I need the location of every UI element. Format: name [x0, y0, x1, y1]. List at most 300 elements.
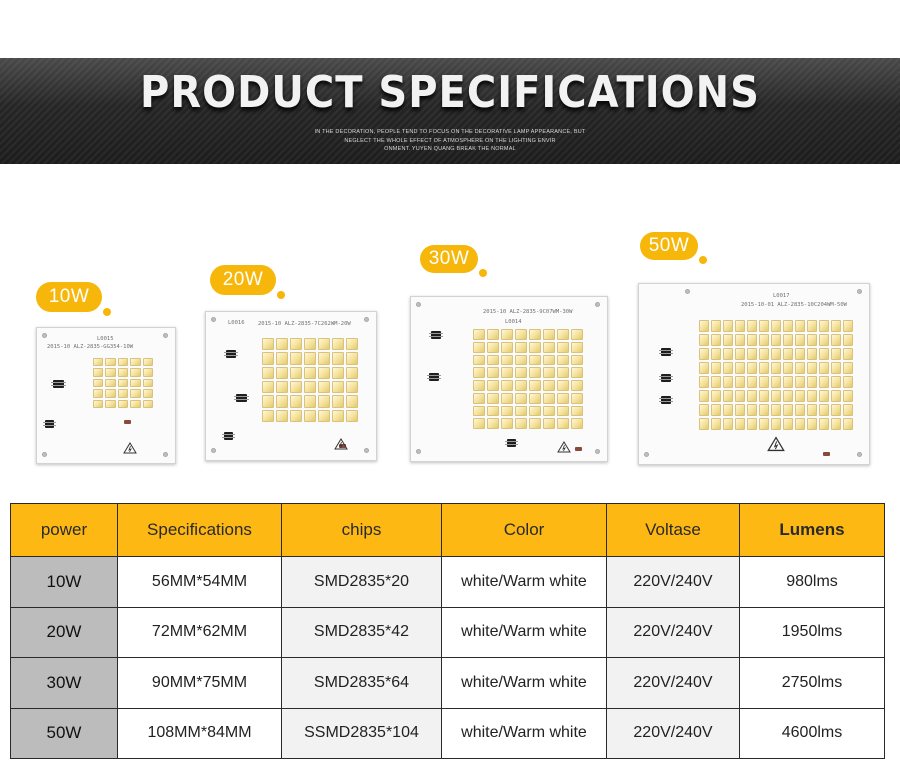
resistor: [823, 452, 830, 456]
led-chip: [473, 406, 485, 417]
led-chip: [571, 342, 583, 353]
led-chip: [473, 380, 485, 391]
col-header-specifications: Specifications: [118, 504, 282, 557]
led-chip: [831, 334, 841, 346]
led-chip: [843, 418, 853, 430]
mount-hole: [857, 452, 862, 457]
led-chip: [318, 338, 330, 350]
led-chip: [711, 320, 721, 332]
led-chip: [557, 329, 569, 340]
cell-power: 50W: [11, 708, 118, 759]
cell-color: white/Warm white: [442, 708, 607, 759]
led-chip: [699, 404, 709, 416]
led-chip: [93, 400, 103, 408]
table-header-row: [11, 504, 885, 557]
led-chip: [723, 376, 733, 388]
cell-chips: SSMD2835*104: [282, 708, 442, 759]
mount-hole: [595, 449, 600, 454]
led-chip: [105, 389, 115, 397]
driver-chip: [224, 432, 233, 440]
led-chip: [487, 406, 499, 417]
resistor: [124, 420, 131, 424]
cell-lumens: 980lms: [740, 557, 885, 608]
led-chip: [529, 393, 541, 404]
led-chip: [759, 418, 769, 430]
mount-hole: [416, 449, 421, 454]
table-row: [11, 708, 885, 759]
led-chip: [346, 367, 358, 379]
led-chip: [699, 320, 709, 332]
led-chip: [143, 358, 153, 366]
led-chip: [771, 404, 781, 416]
led-chip: [795, 334, 805, 346]
cell-color: white/Warm white: [442, 557, 607, 608]
led-chip: [747, 362, 757, 374]
wattage-badge: 50W: [640, 232, 698, 260]
led-chip: [771, 334, 781, 346]
board-id: L0015: [97, 336, 114, 342]
driver-chip: [431, 331, 441, 339]
led-chip: [93, 368, 103, 376]
led-chip: [759, 390, 769, 402]
cell-chips: SMD2835*20: [282, 557, 442, 608]
led-chip: [515, 380, 527, 391]
cell-spec: 90MM*75MM: [118, 658, 282, 709]
led-chip: [304, 395, 316, 407]
led-chip: [723, 320, 733, 332]
led-chip: [831, 404, 841, 416]
banner-title: PRODUCT SPECIFICATIONS: [140, 68, 760, 118]
led-chip: [276, 381, 288, 393]
led-chip: [747, 320, 757, 332]
wattage-badge: 20W: [210, 265, 276, 295]
cell-chips: SMD2835*64: [282, 658, 442, 709]
led-chip: [819, 362, 829, 374]
led-chip: [831, 376, 841, 388]
led-chip: [501, 380, 513, 391]
driver-chip: [226, 350, 236, 358]
led-chip: [290, 367, 302, 379]
led-chip: [473, 393, 485, 404]
led-chip: [735, 404, 745, 416]
led-chip: [831, 390, 841, 402]
mount-hole: [42, 333, 47, 338]
led-array: [93, 358, 153, 408]
led-chip: [571, 393, 583, 404]
led-chip: [262, 381, 274, 393]
cell-power: 10W: [11, 557, 118, 608]
led-chip: [346, 338, 358, 350]
led-chip: [711, 334, 721, 346]
mount-hole: [42, 452, 47, 457]
warning-icon: [767, 436, 785, 452]
cell-lumens: 4600lms: [740, 708, 885, 759]
led-chip: [699, 376, 709, 388]
led-chip: [795, 362, 805, 374]
mount-hole: [644, 452, 649, 457]
led-chip: [105, 379, 115, 387]
led-chip: [807, 404, 817, 416]
led-chip: [747, 376, 757, 388]
led-board-image: [36, 327, 176, 464]
led-chip: [699, 362, 709, 374]
driver-chip: [45, 420, 54, 428]
led-chip: [735, 418, 745, 430]
led-chip: [332, 381, 344, 393]
cell-spec: 108MM*84MM: [118, 708, 282, 759]
led-chip: [529, 342, 541, 353]
cell-power: 20W: [11, 607, 118, 658]
led-chip: [529, 418, 541, 429]
driver-chip: [661, 374, 671, 382]
led-chip: [783, 362, 793, 374]
led-chip: [276, 410, 288, 422]
led-chip: [332, 367, 344, 379]
led-chip: [747, 348, 757, 360]
led-array: [699, 320, 853, 430]
led-chip: [487, 329, 499, 340]
led-chip: [93, 389, 103, 397]
led-chip: [130, 358, 140, 366]
led-chip: [501, 355, 513, 366]
led-chip: [843, 320, 853, 332]
led-chip: [262, 367, 274, 379]
col-header-power: power: [11, 504, 118, 557]
driver-chip: [236, 394, 247, 402]
led-chip: [759, 376, 769, 388]
led-chip: [759, 362, 769, 374]
led-chip: [557, 355, 569, 366]
led-chip: [735, 362, 745, 374]
led-chip: [318, 395, 330, 407]
led-chip: [118, 389, 128, 397]
col-header-lumens: Lumens: [740, 504, 885, 557]
led-chip: [276, 338, 288, 350]
led-chip: [819, 348, 829, 360]
led-chip: [290, 395, 302, 407]
led-chip: [515, 367, 527, 378]
led-chip: [831, 362, 841, 374]
board-code: 2015-10-01 ALZ-2835-10C204WM-50W: [741, 302, 847, 308]
board-code: 2015-10 ALZ-2835-GG354-10W: [47, 344, 134, 350]
led-chip: [130, 368, 140, 376]
led-chip: [843, 348, 853, 360]
led-chip: [487, 380, 499, 391]
led-chip: [332, 410, 344, 422]
led-chip: [304, 367, 316, 379]
led-chip: [699, 348, 709, 360]
mount-hole: [857, 289, 862, 294]
mount-hole: [211, 317, 216, 322]
mount-hole: [364, 317, 369, 322]
led-chip: [819, 376, 829, 388]
led-chip: [795, 376, 805, 388]
led-chip: [262, 352, 274, 364]
led-chip: [304, 352, 316, 364]
led-chip: [290, 338, 302, 350]
led-chip: [759, 348, 769, 360]
cell-voltage: 220V/240V: [607, 607, 740, 658]
led-chip: [118, 368, 128, 376]
led-chip: [571, 355, 583, 366]
led-chip: [543, 380, 555, 391]
col-header-color: Color: [442, 504, 607, 557]
cell-color: white/Warm white: [442, 658, 607, 709]
cell-spec: 72MM*62MM: [118, 607, 282, 658]
led-chip: [143, 400, 153, 408]
led-chip: [318, 410, 330, 422]
led-chip: [130, 389, 140, 397]
led-chip: [843, 404, 853, 416]
led-chip: [759, 320, 769, 332]
led-chip: [831, 348, 841, 360]
led-chip: [795, 320, 805, 332]
led-chip: [711, 362, 721, 374]
led-chip: [501, 342, 513, 353]
led-chip: [557, 418, 569, 429]
led-chip: [318, 381, 330, 393]
mount-hole: [211, 448, 216, 453]
led-chip: [262, 338, 274, 350]
led-chip: [557, 393, 569, 404]
led-chip: [332, 395, 344, 407]
led-chip: [487, 367, 499, 378]
table-row: [11, 557, 885, 608]
led-chip: [105, 358, 115, 366]
spec-table: [10, 503, 885, 759]
led-chip: [473, 355, 485, 366]
led-chip: [515, 329, 527, 340]
led-chip: [771, 376, 781, 388]
led-chip: [807, 334, 817, 346]
table-row: [11, 658, 885, 709]
led-chip: [747, 418, 757, 430]
led-chip: [487, 393, 499, 404]
led-chip: [501, 418, 513, 429]
banner-subtitle: [0, 128, 900, 154]
led-chip: [723, 348, 733, 360]
led-chip: [735, 390, 745, 402]
led-chip: [819, 320, 829, 332]
cell-spec: 56MM*54MM: [118, 557, 282, 608]
led-chip: [105, 400, 115, 408]
led-chip: [501, 329, 513, 340]
led-board-image: [410, 296, 608, 462]
led-chip: [783, 320, 793, 332]
led-chip: [711, 376, 721, 388]
led-chip: [807, 390, 817, 402]
led-chip: [843, 376, 853, 388]
led-chip: [332, 338, 344, 350]
led-chip: [143, 379, 153, 387]
led-chip: [501, 406, 513, 417]
led-chip: [262, 395, 274, 407]
cell-voltage: 220V/240V: [607, 658, 740, 709]
led-chip: [807, 320, 817, 332]
led-chip: [831, 320, 841, 332]
led-chip: [346, 410, 358, 422]
led-chip: [783, 376, 793, 388]
led-chip: [529, 329, 541, 340]
led-chip: [771, 362, 781, 374]
led-chip: [819, 418, 829, 430]
driver-chip: [661, 348, 671, 356]
led-chip: [130, 379, 140, 387]
led-chip: [290, 381, 302, 393]
led-chip: [795, 418, 805, 430]
cell-voltage: 220V/240V: [607, 557, 740, 608]
led-chip: [557, 367, 569, 378]
led-chip: [346, 352, 358, 364]
led-chip: [543, 367, 555, 378]
led-chip: [723, 404, 733, 416]
led-chip: [346, 395, 358, 407]
led-chip: [487, 418, 499, 429]
led-chip: [795, 348, 805, 360]
led-chip: [529, 367, 541, 378]
led-chip: [304, 410, 316, 422]
led-chip: [807, 362, 817, 374]
cell-lumens: 1950lms: [740, 607, 885, 658]
cell-color: white/Warm white: [442, 607, 607, 658]
led-chip: [843, 362, 853, 374]
led-chip: [118, 379, 128, 387]
led-chip: [543, 355, 555, 366]
led-chip: [118, 358, 128, 366]
mount-hole: [416, 302, 421, 307]
led-board-image: [638, 283, 870, 465]
banner-subtitle-line: ONMENT. YUYEN QUANG BREAK THE NORMAL: [384, 146, 516, 152]
led-chip: [543, 342, 555, 353]
led-chip: [105, 368, 115, 376]
led-chip: [735, 376, 745, 388]
led-chip: [735, 348, 745, 360]
led-chip: [473, 329, 485, 340]
cell-lumens: 2750lms: [740, 658, 885, 709]
led-chip: [771, 418, 781, 430]
banner-subtitle-line: NEGLECT THE WHOLE EFFECT OF ATMOSPHERE ON THE LIGHTING ENVIR: [344, 137, 556, 144]
led-chip: [543, 329, 555, 340]
led-chip: [723, 334, 733, 346]
led-chip: [747, 404, 757, 416]
led-chip: [807, 376, 817, 388]
led-chip: [262, 410, 274, 422]
led-chip: [759, 404, 769, 416]
warning-icon: [123, 442, 137, 454]
led-chip: [735, 320, 745, 332]
led-chip: [529, 406, 541, 417]
warning-icon: [557, 441, 571, 453]
led-chip: [723, 362, 733, 374]
led-chip: [332, 352, 344, 364]
led-chip: [143, 389, 153, 397]
col-header-voltage: Voltase: [607, 504, 740, 557]
led-chip: [515, 342, 527, 353]
driver-chip: [429, 373, 439, 381]
led-chip: [735, 334, 745, 346]
led-chip: [795, 390, 805, 402]
led-chip: [318, 367, 330, 379]
header-banner: [0, 58, 900, 164]
led-chip: [699, 390, 709, 402]
led-chip: [346, 381, 358, 393]
cell-chips: SMD2835*42: [282, 607, 442, 658]
driver-chip: [507, 439, 516, 447]
led-chip: [487, 355, 499, 366]
led-chip: [473, 342, 485, 353]
mount-hole: [163, 333, 168, 338]
led-chip: [473, 418, 485, 429]
led-chip: [831, 418, 841, 430]
driver-chip: [661, 396, 671, 404]
driver-chip: [53, 380, 64, 388]
led-chip: [304, 381, 316, 393]
led-chip: [819, 404, 829, 416]
led-chip: [747, 390, 757, 402]
led-chip: [711, 390, 721, 402]
led-chip: [290, 410, 302, 422]
led-chip: [711, 404, 721, 416]
led-chip: [807, 348, 817, 360]
led-chip: [819, 334, 829, 346]
led-chip: [571, 367, 583, 378]
board-id: L0016: [228, 320, 245, 326]
resistor: [575, 447, 582, 451]
led-chip: [771, 348, 781, 360]
led-chip: [557, 342, 569, 353]
led-chip: [571, 329, 583, 340]
board-id: L0017: [773, 293, 790, 299]
led-chip: [723, 418, 733, 430]
led-chip: [276, 367, 288, 379]
led-chip: [747, 334, 757, 346]
mount-hole: [163, 452, 168, 457]
wattage-badge: 30W: [420, 245, 478, 273]
led-chip: [276, 352, 288, 364]
led-chip: [515, 393, 527, 404]
led-chip: [143, 368, 153, 376]
led-chip: [515, 406, 527, 417]
led-chip: [771, 390, 781, 402]
led-chip: [290, 352, 302, 364]
cell-voltage: 220V/240V: [607, 708, 740, 759]
led-chip: [807, 418, 817, 430]
led-chip: [819, 390, 829, 402]
led-chip: [783, 404, 793, 416]
led-chip: [118, 400, 128, 408]
led-chip: [795, 404, 805, 416]
led-chip: [843, 390, 853, 402]
mount-hole: [364, 448, 369, 453]
led-chip: [783, 418, 793, 430]
led-chip: [843, 334, 853, 346]
led-chip: [711, 348, 721, 360]
led-chip: [571, 380, 583, 391]
led-chip: [783, 348, 793, 360]
led-chip: [571, 418, 583, 429]
board-code: 2015-10 ALZ-2835-7C262WM-20W: [258, 321, 351, 327]
led-chip: [571, 406, 583, 417]
led-chip: [304, 338, 316, 350]
mount-hole: [595, 302, 600, 307]
led-chip: [783, 390, 793, 402]
led-chip: [557, 380, 569, 391]
led-chip: [711, 418, 721, 430]
col-header-chips: chips: [282, 504, 442, 557]
wattage-badge: 10W: [36, 282, 102, 312]
led-array: [473, 329, 583, 429]
led-chip: [771, 320, 781, 332]
